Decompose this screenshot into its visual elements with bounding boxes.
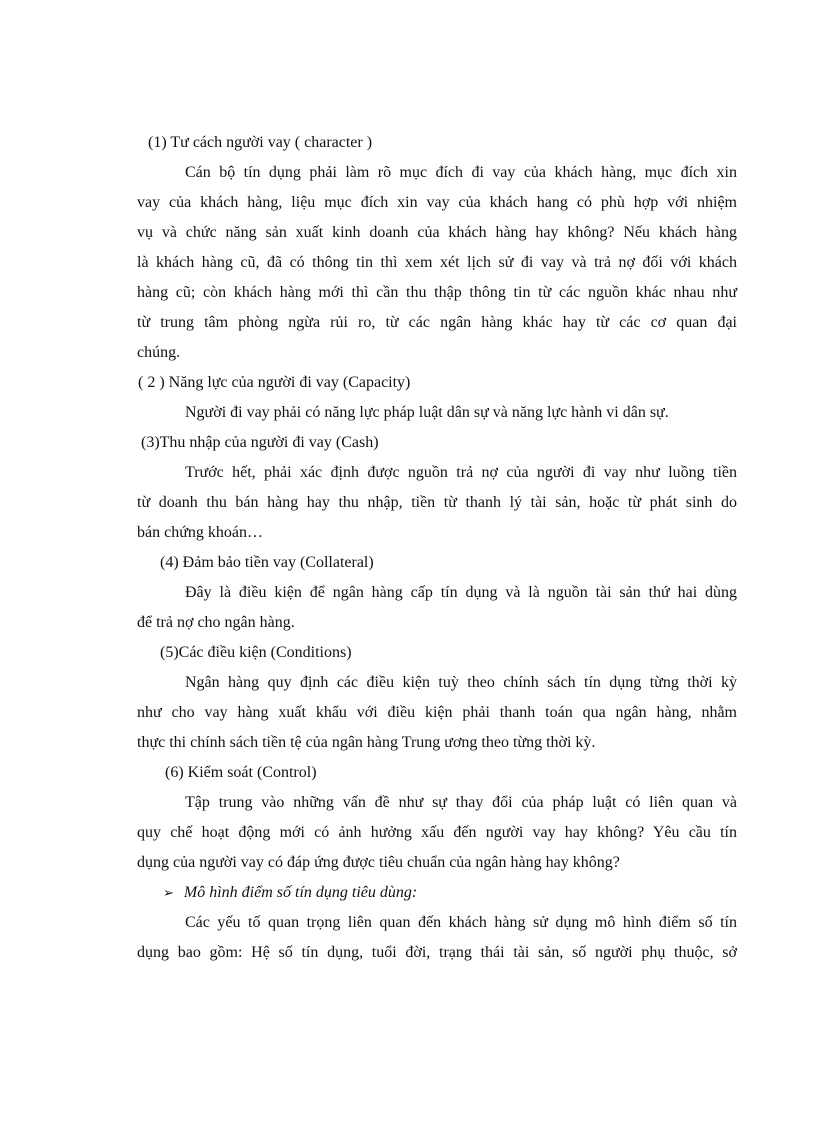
paragraph-line: Cán bộ tín dụng phải làm rõ mục đích đi vay của khách hàng, mục đích xin	[185, 164, 737, 181]
section-heading-model	[163, 883, 417, 903]
paragraph-line: từ doanh thu bán hàng hay thu nhập, tiền từ thanh lý tài sản, hoặc từ phát sinh do	[137, 494, 737, 511]
section-heading-control: (6) Kiểm soát (Control)	[165, 764, 317, 781]
paragraph-line: Người đi vay phải có năng lực pháp luật dân sự và năng lực hành vi dân sự.	[185, 404, 669, 421]
paragraph-line: thực thi chính sách tiền tệ của ngân hàng Trung ương theo từng thời kỳ.	[137, 734, 596, 751]
paragraph-line: hàng cũ; còn khách hàng mới thì cần thu thập thông tin từ các nguồn khác nhau như	[137, 284, 737, 301]
paragraph-line: dụng bao gồm: Hệ số tín dụng, tuổi đời, trạng thái tài sản, số người phụ thuộc, sở	[137, 944, 737, 961]
section-heading-cash: (3)Thu nhập của người đi vay (Cash)	[141, 434, 379, 451]
paragraph-line: bán chứng khoán…	[137, 524, 263, 541]
paragraph-line: từ trung tâm phòng ngừa rủi ro, từ các ngân hàng khác hay từ các cơ quan đại	[137, 314, 737, 331]
model-heading-text: Mô hình điểm số tín dụng tiêu dùng:	[183, 884, 418, 901]
paragraph-line: chúng.	[137, 344, 181, 361]
section-heading-capacity: ( 2 ) Năng lực của người đi vay (Capacity)	[138, 374, 411, 391]
paragraph-line: để trả nợ cho ngân hàng.	[137, 614, 295, 631]
paragraph-line: là khách hàng cũ, đã có thông tin thì xem xét lịch sử đi vay và trả nợ đối với khách	[137, 254, 737, 271]
arrow-bullet-icon: ➢	[163, 885, 174, 900]
paragraph-line: Tập trung vào những vấn đề như sự thay đổi của pháp luật có liên quan và	[185, 794, 737, 811]
paragraph-line: quy chế hoạt động mới có ảnh hưởng xấu đến người vay hay không? Yêu cầu tín	[137, 824, 737, 841]
paragraph-line: vay của khách hàng, liệu mục đích xin vay của khách hang có phù hợp với nhiệm	[137, 194, 737, 211]
paragraph-line: Trước hết, phải xác định được nguồn trả nợ của người đi vay như luồng tiền	[185, 464, 737, 481]
section-heading-collateral: (4) Đảm bảo tiền vay (Collateral)	[160, 554, 374, 571]
section-heading-character: (1) Tư cách người vay ( character )	[148, 134, 373, 151]
section-heading-conditions: (5)Các điều kiện (Conditions)	[160, 644, 352, 661]
paragraph-line: dụng của người vay có đáp ứng được tiêu chuẩn của ngân hàng hay không?	[137, 854, 620, 871]
paragraph-line: Ngân hàng quy định các điều kiện tuỳ theo chính sách tín dụng từng thời kỳ	[185, 674, 737, 691]
paragraph-line: Các yếu tố quan trọng liên quan đến khách hàng sử dụng mô hình điểm số tín	[185, 914, 737, 931]
paragraph-line: Đây là điều kiện để ngân hàng cấp tín dụng và là nguồn tài sản thứ hai dùng	[185, 584, 737, 601]
paragraph-line: vụ và chức năng sản xuất kinh doanh của khách hàng hay không? Nếu khách hàng	[137, 224, 737, 241]
paragraph-line: như cho vay hàng xuất khẩu với điều kiện phải thanh toán qua ngân hàng, nhằm	[137, 704, 737, 721]
